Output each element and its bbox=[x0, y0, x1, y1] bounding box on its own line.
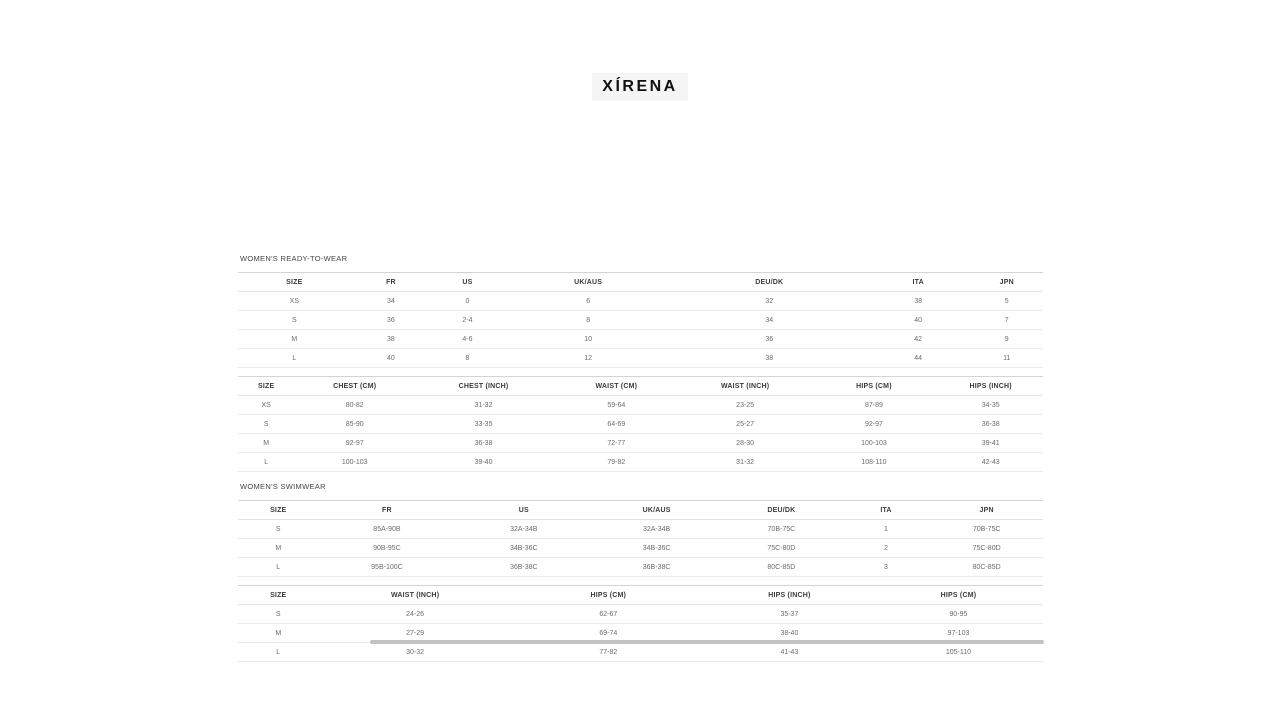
table-cell: 24-26 bbox=[406, 610, 425, 618]
table-header-row bbox=[238, 273, 1043, 292]
table-cell: 5 bbox=[1004, 297, 1009, 305]
table-cell: 1 bbox=[884, 525, 888, 533]
table-row bbox=[238, 539, 1043, 558]
table-cell: 8 bbox=[465, 354, 470, 362]
table-header-row bbox=[238, 586, 1043, 605]
size-chart-content bbox=[238, 254, 1043, 662]
table-cell: 34B-36C bbox=[642, 544, 671, 552]
table-cell: 75C-80D bbox=[972, 544, 1001, 552]
column-header: HIPS (CM) bbox=[856, 382, 892, 390]
table-cell: 85-90 bbox=[345, 420, 364, 428]
table-cell: 36-38 bbox=[474, 439, 493, 447]
table-cell: 105-110 bbox=[945, 648, 972, 656]
table-cell: 4-6 bbox=[462, 335, 473, 343]
table-row bbox=[238, 396, 1043, 415]
table-cell: 39-40 bbox=[474, 458, 493, 466]
column-header: JPN bbox=[999, 278, 1014, 286]
table-cell: 92-97 bbox=[345, 439, 364, 447]
column-header: CHEST (INCH) bbox=[458, 382, 509, 390]
table-cell: 34 bbox=[765, 316, 774, 324]
table-cell: 25-27 bbox=[736, 420, 755, 428]
table-cell: 87-89 bbox=[864, 401, 883, 409]
table-header-row bbox=[238, 501, 1043, 520]
table-cell: 80C-85D bbox=[972, 563, 1001, 571]
table-cell: 97-103 bbox=[947, 629, 970, 637]
table-cell: XS bbox=[261, 401, 271, 409]
table-row bbox=[238, 453, 1043, 472]
table-cell: S bbox=[275, 610, 281, 618]
table-cell: 10 bbox=[584, 335, 593, 343]
table-cell: 80-82 bbox=[345, 401, 364, 409]
table-cell: 100-103 bbox=[861, 439, 887, 447]
table-cell: 108-110 bbox=[861, 458, 887, 466]
column-header: ITA bbox=[912, 278, 924, 286]
column-header: DEU/DK bbox=[755, 278, 784, 286]
table-cell: XS bbox=[289, 297, 300, 305]
table-row bbox=[238, 415, 1043, 434]
table-cell: 3 bbox=[884, 563, 888, 571]
table-cell: L bbox=[276, 563, 281, 571]
table-cell: 36B-38C bbox=[642, 563, 671, 571]
table-cell: 42-43 bbox=[981, 458, 1000, 466]
column-header: WAIST (INCH) bbox=[720, 382, 770, 390]
column-header: FR bbox=[386, 278, 396, 286]
column-header: WAIST (CM) bbox=[595, 382, 638, 390]
table-cell: 59-64 bbox=[607, 401, 626, 409]
table-cell: 34B-36C bbox=[509, 544, 538, 552]
table-cell: 38-40 bbox=[780, 629, 799, 637]
table-cell: M bbox=[263, 439, 270, 447]
table-cell: M bbox=[275, 544, 282, 552]
table-cell: 72-77 bbox=[607, 439, 626, 447]
table-cell: 31-32 bbox=[474, 401, 493, 409]
table-cell: 70B-75C bbox=[767, 525, 796, 533]
section-swimwear bbox=[238, 482, 1043, 662]
column-header: HIPS (CM) bbox=[590, 591, 627, 599]
table-cell: 85A-90B bbox=[373, 525, 401, 533]
table-cell: 2 bbox=[884, 544, 888, 552]
column-header: SIZE bbox=[270, 591, 287, 599]
table-cell: 38 bbox=[765, 354, 774, 362]
rtw-size-conversion-table bbox=[238, 272, 1043, 368]
table-cell: 39-41 bbox=[981, 439, 1000, 447]
column-header: WAIST (INCH) bbox=[390, 591, 440, 599]
table-row bbox=[238, 292, 1043, 311]
table-cell: 42 bbox=[914, 335, 923, 343]
table-cell: 70B-75C bbox=[972, 525, 1001, 533]
table-cell: 79-82 bbox=[607, 458, 626, 466]
table-header-row bbox=[238, 377, 1043, 396]
table-cell: L bbox=[264, 458, 269, 466]
table-cell: L bbox=[276, 648, 281, 656]
table-row bbox=[238, 311, 1043, 330]
column-header: FR bbox=[382, 506, 392, 514]
table-cell: 32 bbox=[765, 297, 774, 305]
table-cell: M bbox=[275, 629, 282, 637]
table-cell: 90B-95C bbox=[373, 544, 401, 552]
table-cell: 69-74 bbox=[599, 629, 618, 637]
table-cell: 33-35 bbox=[474, 420, 493, 428]
table-cell: 75C-80D bbox=[767, 544, 796, 552]
table-row bbox=[238, 330, 1043, 349]
table-cell: S bbox=[263, 420, 269, 428]
swim-size-conversion-table bbox=[238, 500, 1043, 577]
table-cell: 40 bbox=[387, 354, 395, 362]
table-cell: 32A-34B bbox=[510, 525, 538, 533]
column-header: DEU/DK bbox=[767, 506, 796, 514]
table-row bbox=[238, 643, 1043, 662]
table-cell: 35-37 bbox=[780, 610, 799, 618]
table-cell: 44 bbox=[914, 354, 923, 362]
column-header: US bbox=[518, 506, 529, 514]
table-cell: 62-67 bbox=[599, 610, 618, 618]
table-cell: 34-35 bbox=[981, 401, 1000, 409]
table-cell: 23-25 bbox=[736, 401, 755, 409]
column-header: CHEST (CM) bbox=[333, 382, 377, 390]
table-cell: 8 bbox=[586, 316, 591, 324]
table-cell: 95B-100C bbox=[371, 563, 403, 571]
table-cell: 2-4 bbox=[462, 316, 473, 324]
table-cell: 40 bbox=[914, 316, 923, 324]
table-cell: M bbox=[291, 335, 298, 343]
column-header: HIPS (CM) bbox=[940, 591, 977, 599]
swim-body-measurements-table bbox=[238, 585, 1043, 662]
horizontal-scrollbar-thumb[interactable] bbox=[370, 640, 1044, 644]
column-header: SIZE bbox=[286, 278, 303, 286]
table-row bbox=[238, 605, 1043, 624]
column-header: UK/AUS bbox=[642, 506, 671, 514]
table-row bbox=[238, 349, 1043, 368]
table-cell: 27-29 bbox=[406, 629, 425, 637]
section-title: WOMEN'S READY-TO-WEAR bbox=[240, 254, 348, 263]
table-cell: 36 bbox=[387, 316, 395, 324]
column-header: UK/AUS bbox=[574, 278, 603, 286]
table-cell: 32A-34B bbox=[642, 525, 671, 533]
table-cell: 90-95 bbox=[949, 610, 968, 618]
column-header: US bbox=[462, 278, 473, 286]
table-cell: S bbox=[275, 525, 281, 533]
table-cell: 28-30 bbox=[736, 439, 755, 447]
table-cell: 7 bbox=[1004, 316, 1009, 324]
column-header: SIZE bbox=[257, 382, 275, 390]
table-cell: 12 bbox=[584, 354, 593, 362]
table-cell: 30-32 bbox=[406, 648, 425, 656]
table-row bbox=[238, 520, 1043, 539]
table-cell: 92-97 bbox=[864, 420, 883, 428]
table-cell: 31-32 bbox=[736, 458, 755, 466]
table-cell: 77-82 bbox=[599, 648, 618, 656]
table-cell: 6 bbox=[586, 297, 591, 305]
table-cell: 38 bbox=[914, 297, 923, 305]
table-cell: 36-38 bbox=[981, 420, 1000, 428]
table-cell: 36B-38C bbox=[509, 563, 538, 571]
table-cell: 80C-85D bbox=[767, 563, 796, 571]
section-ready-to-wear bbox=[238, 254, 1043, 472]
table-cell: 34 bbox=[387, 297, 395, 305]
table-cell: 41-43 bbox=[780, 648, 799, 656]
column-header: HIPS (INCH) bbox=[969, 382, 1012, 390]
table-cell: 38 bbox=[387, 335, 395, 343]
column-header: JPN bbox=[979, 506, 994, 514]
table-row bbox=[238, 558, 1043, 577]
table-row bbox=[238, 434, 1043, 453]
table-cell: 64-69 bbox=[607, 420, 626, 428]
table-cell: 11 bbox=[1003, 354, 1011, 362]
brand-logo[interactable]: XÍRENA bbox=[592, 73, 687, 101]
table-cell: 0 bbox=[465, 297, 470, 305]
section-title: WOMEN'S SWIMWEAR bbox=[240, 482, 326, 491]
table-cell: 100-103 bbox=[341, 458, 368, 466]
rtw-body-measurements-table bbox=[238, 376, 1043, 472]
table-cell: S bbox=[292, 316, 297, 324]
page-header bbox=[0, 0, 1280, 101]
column-header: HIPS (INCH) bbox=[768, 591, 811, 599]
table-cell: 36 bbox=[765, 335, 774, 343]
table-cell: 9 bbox=[1004, 335, 1009, 343]
table-cell: L bbox=[292, 354, 297, 362]
column-header: SIZE bbox=[270, 506, 287, 514]
column-header: ITA bbox=[880, 506, 892, 514]
